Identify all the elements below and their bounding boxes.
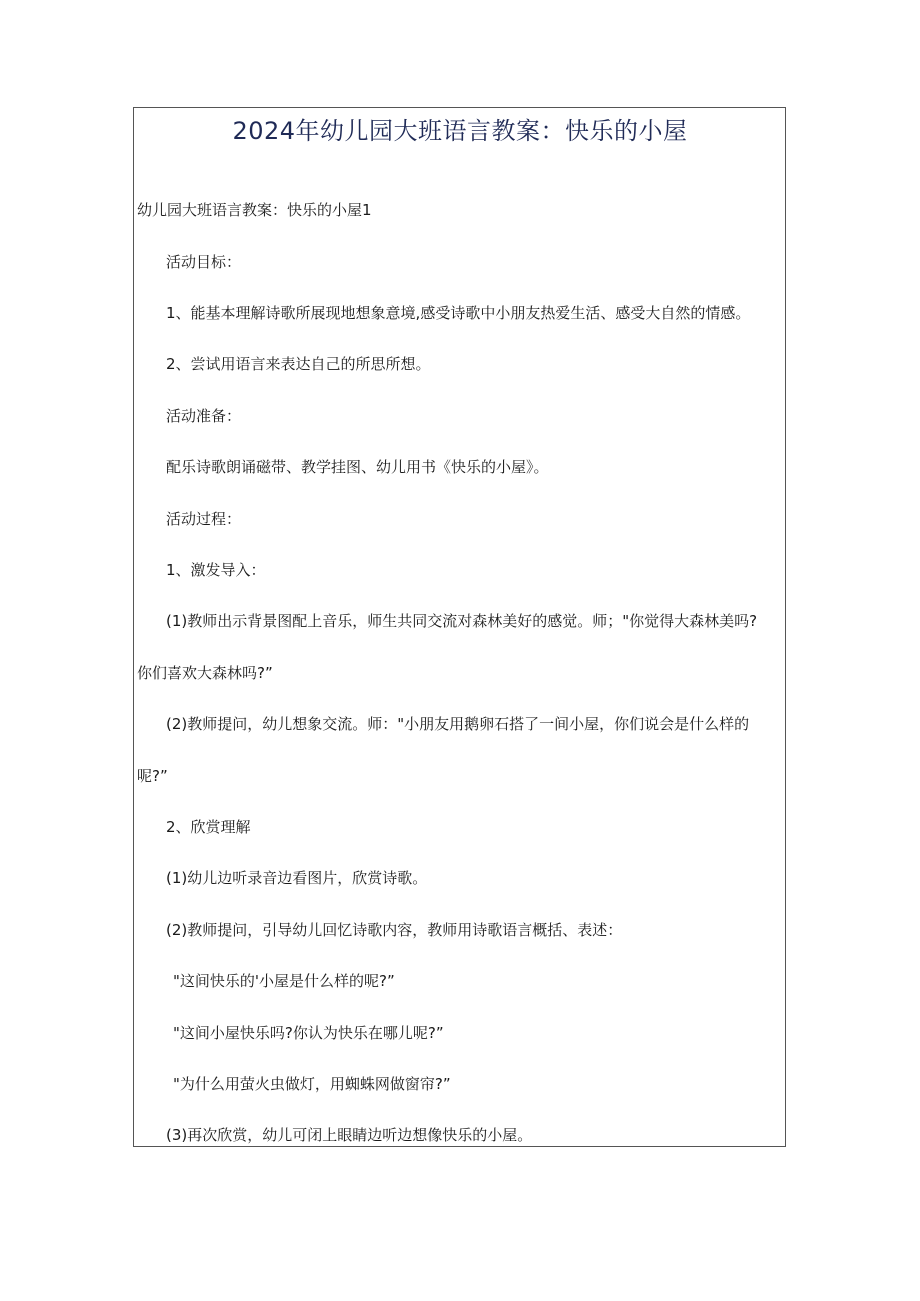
quote-line: "这间快乐的'小屋是什么样的呢?” (173, 972, 395, 990)
paragraph: 配乐诗歌朗诵磁带、教学挂图、幼儿用书《快乐的小屋》。 (166, 458, 549, 476)
quote-line: "为什么用萤火虫做灯，用蜘蛛网做窗帘?” (173, 1075, 451, 1093)
paragraph: 活动准备： (166, 407, 242, 425)
paragraph: 活动过程： (166, 510, 242, 528)
paragraph: 1、激发导入： (166, 561, 266, 579)
paragraph: 2、尝试用语言来表达自己的所思所想。 (166, 355, 431, 373)
section-heading: 幼儿园大班语言教案：快乐的小屋1 (137, 201, 372, 219)
paragraph: (1)幼儿边听录音边看图片，欣赏诗歌。 (166, 869, 428, 887)
paragraph: (2)教师提问，引导幼儿回忆诗歌内容，教师用诗歌语言概括、表述： (166, 921, 623, 939)
paragraph: 1、能基本理解诗歌所展现地想象意境,感受诗歌中小朋友热爱生活、感受大自然的情感。 (166, 304, 751, 322)
paragraph: (2)教师提问，幼儿想象交流。师："小朋友用鹅卵石搭了一间小屋，你们说会是什么样的 (166, 715, 750, 733)
paragraph: 活动目标： (166, 253, 242, 271)
document-title: 2024年幼儿园大班语言教案：快乐的小屋 (232, 117, 688, 145)
paragraph: 2、欣赏理解 (166, 818, 251, 836)
quote-line: "这间小屋快乐吗?你认为快乐在哪儿呢?” (173, 1024, 444, 1042)
paragraph: (1)教师出示背景图配上音乐，师生共同交流对森林美好的感觉。师；"你觉得大森林美吗? (166, 612, 758, 630)
paragraph: 呢?” (137, 767, 168, 785)
paragraph: 你们喜欢大森林吗?” (137, 664, 273, 682)
paragraph: (3)再次欣赏，幼儿可闭上眼睛边听边想像快乐的小屋。 (166, 1126, 533, 1144)
